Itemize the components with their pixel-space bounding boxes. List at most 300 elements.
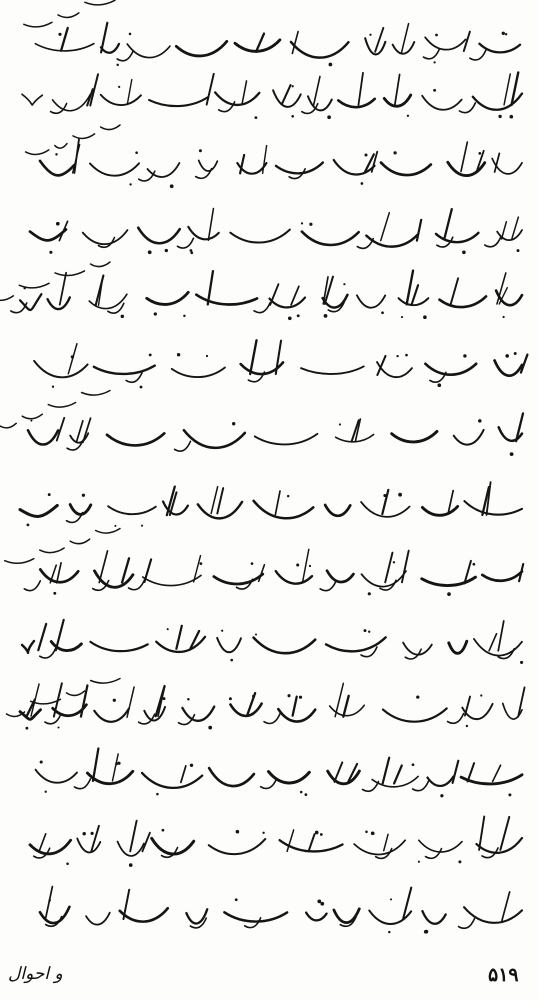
ink-stroke <box>325 505 350 516</box>
ink-stroke <box>40 834 46 850</box>
ink-stroke <box>383 708 447 721</box>
ink-stroke <box>82 391 110 396</box>
ink-stroke <box>468 763 474 781</box>
ink-stroke <box>422 506 457 515</box>
ink-dot <box>255 633 257 635</box>
ink-stroke <box>334 909 359 923</box>
ink-stroke <box>217 488 223 513</box>
ink-stroke <box>91 679 120 684</box>
ink-dot <box>251 562 254 565</box>
ink-stroke <box>366 235 417 247</box>
ink-dot <box>440 794 443 797</box>
ink-stroke <box>230 704 261 716</box>
ink-stroke <box>196 295 257 305</box>
ink-stroke <box>476 838 522 853</box>
ink-stroke <box>425 37 465 49</box>
ink-dot <box>118 86 120 88</box>
ink-dot <box>113 699 116 702</box>
ink-stroke <box>142 833 149 852</box>
ink-dot <box>520 661 523 664</box>
ink-stroke <box>101 95 141 105</box>
ink-stroke <box>184 430 245 448</box>
ink-stroke <box>90 642 147 651</box>
ink-dot <box>149 353 152 356</box>
ink-stroke <box>176 41 227 56</box>
ink-dot <box>327 115 331 119</box>
ink-stroke <box>217 638 241 652</box>
ink-stroke <box>250 340 256 374</box>
ink-dot <box>148 250 152 254</box>
ink-stroke <box>302 232 359 245</box>
ink-dot <box>433 89 436 92</box>
ink-stroke <box>422 911 445 924</box>
ink-stroke <box>269 297 305 307</box>
ink-stroke <box>74 139 79 173</box>
ink-stroke <box>392 431 437 441</box>
ink-dot <box>383 494 386 497</box>
ink-stroke <box>493 765 501 781</box>
ink-dot <box>502 32 505 35</box>
ink-dot <box>435 34 438 37</box>
marginal-note <box>24 0 150 27</box>
ink-stroke <box>207 74 214 105</box>
ink-stroke <box>328 771 360 784</box>
ink-dot <box>52 386 54 388</box>
ink-stroke <box>334 762 342 781</box>
ink-dot <box>466 725 468 727</box>
ink-dot <box>473 563 476 566</box>
ink-dot <box>82 494 85 497</box>
ink-dot <box>297 314 300 317</box>
ink-stroke <box>382 490 388 514</box>
ink-stroke <box>448 714 464 724</box>
ink-stroke <box>465 697 470 716</box>
ink-stroke <box>479 817 484 850</box>
ink-stroke <box>74 779 90 789</box>
ink-stroke <box>474 639 522 656</box>
ink-stroke <box>22 641 34 653</box>
ink-stroke <box>502 892 510 921</box>
ink-dot <box>301 222 303 224</box>
ink-dot <box>361 182 364 185</box>
ink-stroke <box>482 571 522 580</box>
ink-stroke <box>230 230 289 243</box>
ink-stroke <box>417 220 421 241</box>
ink-dot <box>27 524 30 527</box>
ink-dot <box>396 355 398 357</box>
manuscript-line <box>22 72 522 119</box>
ink-stroke <box>128 580 144 590</box>
ink-dot <box>114 525 116 527</box>
ink-stroke <box>338 99 374 107</box>
ink-stroke <box>188 227 218 240</box>
ink-stroke <box>176 626 181 649</box>
ink-stroke <box>86 913 110 925</box>
ink-dot <box>369 34 371 36</box>
ink-stroke <box>46 887 53 919</box>
ink-dot <box>393 561 395 563</box>
ink-stroke <box>403 643 432 655</box>
ink-dot <box>71 355 74 358</box>
ink-stroke <box>263 146 267 174</box>
ink-dot <box>517 249 520 252</box>
ink-dot <box>368 592 371 595</box>
ink-dot <box>30 420 32 422</box>
ink-stroke <box>19 283 49 288</box>
ink-stroke <box>470 50 486 60</box>
ink-stroke <box>302 104 318 114</box>
ink-stroke <box>327 571 353 582</box>
ink-dot <box>498 115 501 118</box>
ink-stroke <box>70 505 91 515</box>
ink-dot <box>405 354 408 357</box>
ink-stroke <box>381 163 431 176</box>
marginal-note <box>0 391 110 428</box>
ink-dot <box>49 251 52 254</box>
ink-stroke <box>436 233 478 242</box>
ink-dot <box>55 153 57 155</box>
ink-stroke <box>90 74 98 105</box>
ink-dot <box>58 33 61 36</box>
ink-stroke <box>427 777 453 786</box>
manuscript-line <box>20 683 525 729</box>
ink-stroke <box>152 838 194 854</box>
page-number: ۵۱۹ <box>488 964 519 986</box>
ink-dot <box>309 223 312 226</box>
ink-stroke <box>177 238 193 248</box>
ink-dot <box>364 153 367 156</box>
ink-dot <box>329 63 333 67</box>
ink-dot <box>129 183 131 185</box>
ink-stroke <box>459 919 475 929</box>
ink-dot <box>230 659 233 662</box>
ink-stroke <box>99 551 107 583</box>
ink-stroke <box>215 92 259 104</box>
ink-stroke <box>182 707 214 721</box>
ink-stroke <box>209 768 254 786</box>
ink-stroke <box>22 414 42 419</box>
ink-stroke <box>83 418 91 442</box>
ink-stroke <box>358 73 363 105</box>
ink-stroke <box>502 222 507 239</box>
ink-dot <box>190 251 193 254</box>
ink-dot <box>187 698 190 701</box>
ink-stroke <box>108 506 156 514</box>
ink-stroke <box>383 758 390 784</box>
ink-dot <box>232 422 235 425</box>
ink-dot <box>418 861 420 863</box>
ink-stroke <box>264 714 280 724</box>
ink-stroke <box>85 0 115 5</box>
ink-stroke <box>59 221 67 240</box>
ink-dot <box>177 353 180 356</box>
ink-dot <box>255 116 258 119</box>
ink-stroke <box>211 487 217 514</box>
ink-dot <box>299 696 302 699</box>
ink-stroke <box>81 685 87 716</box>
ink-stroke <box>489 634 496 651</box>
marginal-note <box>0 262 110 300</box>
ink-dot <box>56 222 60 226</box>
ink-stroke <box>440 296 486 307</box>
ink-dot <box>508 793 511 796</box>
ink-stroke <box>30 840 71 854</box>
manuscript-line <box>28 413 523 456</box>
ink-stroke <box>395 75 400 106</box>
ink-dot <box>40 760 43 763</box>
ink-dot <box>129 33 132 36</box>
ink-dot <box>48 899 51 902</box>
ink-dot <box>292 85 294 87</box>
ink-stroke <box>343 696 348 717</box>
ink-stroke <box>83 230 128 244</box>
ink-stroke <box>449 641 467 653</box>
ink-dot <box>229 697 232 700</box>
ink-stroke <box>77 839 100 853</box>
ink-stroke <box>302 549 308 583</box>
marginal-note <box>26 125 120 154</box>
ink-stroke <box>425 364 476 375</box>
ink-stroke <box>214 574 263 584</box>
ink-dot <box>287 694 290 697</box>
ink-dot <box>288 317 292 321</box>
ink-dot <box>463 354 466 357</box>
ink-stroke <box>254 501 314 518</box>
ink-stroke <box>461 142 467 171</box>
ink-stroke <box>48 403 75 408</box>
ink-stroke <box>156 637 205 652</box>
ink-stroke <box>53 94 91 110</box>
ink-stroke <box>60 273 66 305</box>
ink-stroke <box>90 163 139 175</box>
ink-dot <box>48 493 51 496</box>
ink-stroke <box>451 278 458 304</box>
ink-dot <box>156 793 159 796</box>
ink-stroke <box>208 209 213 241</box>
ink-stroke <box>485 237 501 247</box>
ink-dot <box>305 793 308 796</box>
ink-stroke <box>117 51 133 61</box>
ink-dot <box>447 592 451 596</box>
ink-stroke <box>66 691 84 696</box>
ink-dot <box>390 898 392 900</box>
ink-dot <box>324 314 328 318</box>
ink-stroke <box>91 262 110 267</box>
ink-stroke <box>199 160 218 171</box>
ink-stroke <box>22 94 42 105</box>
ink-stroke <box>143 575 201 585</box>
ink-stroke <box>413 781 429 791</box>
ink-stroke <box>301 366 364 374</box>
ink-dot <box>505 33 507 35</box>
ink-dot <box>320 902 324 906</box>
ink-stroke <box>464 501 522 515</box>
ink-stroke <box>101 125 120 130</box>
ink-stroke <box>123 890 129 919</box>
ink-dot <box>339 423 341 425</box>
ink-stroke <box>36 770 77 783</box>
ink-dot <box>423 315 427 319</box>
ink-stroke <box>172 367 225 377</box>
ink-stroke <box>107 433 164 445</box>
ink-dot <box>309 565 311 567</box>
ink-stroke <box>147 292 188 304</box>
ink-dot <box>320 833 323 836</box>
ink-stroke <box>68 344 77 374</box>
ink-stroke <box>20 505 57 516</box>
ink-stroke <box>38 624 46 650</box>
ink-dot <box>190 764 193 767</box>
ink-dot <box>135 151 138 154</box>
ink-dot <box>129 863 133 867</box>
ink-stroke <box>20 294 41 310</box>
ink-dot <box>505 354 509 358</box>
ink-dot <box>66 863 69 866</box>
ink-stroke <box>224 912 287 921</box>
ink-stroke <box>306 913 327 921</box>
ink-dot <box>368 631 370 633</box>
ink-stroke <box>293 697 297 716</box>
manuscript-line <box>24 549 523 596</box>
ink-stroke <box>291 286 299 305</box>
ink-dot <box>437 383 441 387</box>
ink-stroke <box>61 28 68 51</box>
ink-dot <box>165 249 168 252</box>
ink-stroke <box>0 296 13 301</box>
ink-dot <box>116 64 118 66</box>
ink-dot <box>200 562 203 565</box>
ink-dot <box>45 791 47 793</box>
ink-dot <box>315 831 319 835</box>
ink-dot <box>393 151 396 154</box>
ink-dot <box>170 184 174 188</box>
ink-dot <box>433 61 435 63</box>
ink-stroke <box>354 840 405 854</box>
manuscript-line <box>40 887 522 934</box>
ink-dot <box>53 592 56 595</box>
ink-stroke <box>423 49 439 59</box>
ink-stroke <box>498 621 503 651</box>
manuscript-line <box>20 482 522 527</box>
ink-stroke <box>282 85 291 104</box>
ink-stroke <box>55 271 84 276</box>
ink-stroke <box>276 162 323 173</box>
ink-dot <box>514 352 517 355</box>
ink-stroke <box>291 42 348 58</box>
ink-stroke <box>276 571 312 584</box>
ink-stroke <box>73 134 95 139</box>
ink-stroke <box>40 548 64 553</box>
ink-dot <box>287 495 289 497</box>
ink-stroke <box>254 638 316 654</box>
ink-dot <box>412 763 415 766</box>
ink-dot <box>300 791 303 794</box>
ink-dot <box>91 832 94 835</box>
ink-dot <box>371 831 375 835</box>
ink-stroke <box>0 423 16 428</box>
ink-stroke <box>335 683 343 716</box>
ink-dot <box>154 312 157 315</box>
ink-stroke <box>278 709 315 721</box>
ink-stroke <box>26 150 49 155</box>
ink-stroke <box>254 303 270 313</box>
ink-dot <box>401 316 403 318</box>
ink-dot <box>235 898 238 901</box>
ink-dot <box>221 630 223 632</box>
ink-stroke <box>459 103 475 113</box>
manuscript-line <box>30 817 522 867</box>
ink-stroke <box>275 491 280 515</box>
ink-dot <box>503 316 505 318</box>
ink-stroke <box>402 551 409 583</box>
ink-dot <box>206 355 208 357</box>
marginal-note <box>6 679 120 717</box>
ink-dot <box>208 726 212 730</box>
ink-stroke <box>309 834 315 851</box>
ink-stroke <box>130 821 136 852</box>
ink-dot <box>262 832 264 834</box>
manuscript-line <box>36 748 522 797</box>
ink-dot <box>121 315 124 318</box>
ink-stroke <box>308 96 332 110</box>
ink-stroke <box>495 360 522 375</box>
ink-stroke <box>401 24 408 54</box>
ink-stroke <box>127 80 131 105</box>
ink-stroke <box>178 715 194 725</box>
ink-stroke <box>70 539 89 544</box>
ink-stroke <box>24 581 40 591</box>
marginal-note <box>5 529 120 564</box>
manuscript-line <box>22 620 523 664</box>
ink-stroke <box>138 228 179 243</box>
catchword: و احوال <box>8 964 63 984</box>
ink-stroke <box>40 648 56 658</box>
ink-dot <box>478 419 482 423</box>
ink-stroke <box>94 366 155 374</box>
ink-stroke <box>381 213 390 241</box>
ink-stroke <box>101 23 107 53</box>
ink-stroke <box>385 553 392 583</box>
ink-dot <box>416 695 419 698</box>
ink-stroke <box>242 81 246 104</box>
ink-stroke <box>48 297 70 309</box>
ink-dot <box>510 452 514 456</box>
ink-stroke <box>453 761 459 783</box>
ink-stroke <box>57 563 61 583</box>
ink-stroke <box>362 571 406 587</box>
ink-dot <box>162 829 165 832</box>
ink-stroke <box>412 285 418 304</box>
ink-stroke <box>181 766 186 782</box>
ink-stroke <box>76 421 82 442</box>
ink-stroke <box>208 271 213 304</box>
ink-dot <box>407 115 409 117</box>
manuscript-line <box>34 340 527 388</box>
ink-stroke <box>40 161 74 176</box>
ink-stroke <box>422 96 461 110</box>
ink-stroke <box>473 94 522 110</box>
ink-stroke <box>112 754 118 781</box>
ink-dot <box>510 115 514 119</box>
ink-stroke <box>444 209 452 239</box>
ink-stroke <box>209 839 266 854</box>
ink-stroke <box>422 577 476 585</box>
ink-dot <box>57 726 59 728</box>
ink-dot <box>388 931 390 933</box>
ink-stroke <box>34 361 88 377</box>
manuscript-line <box>40 139 522 188</box>
manuscript-line <box>35 23 520 67</box>
